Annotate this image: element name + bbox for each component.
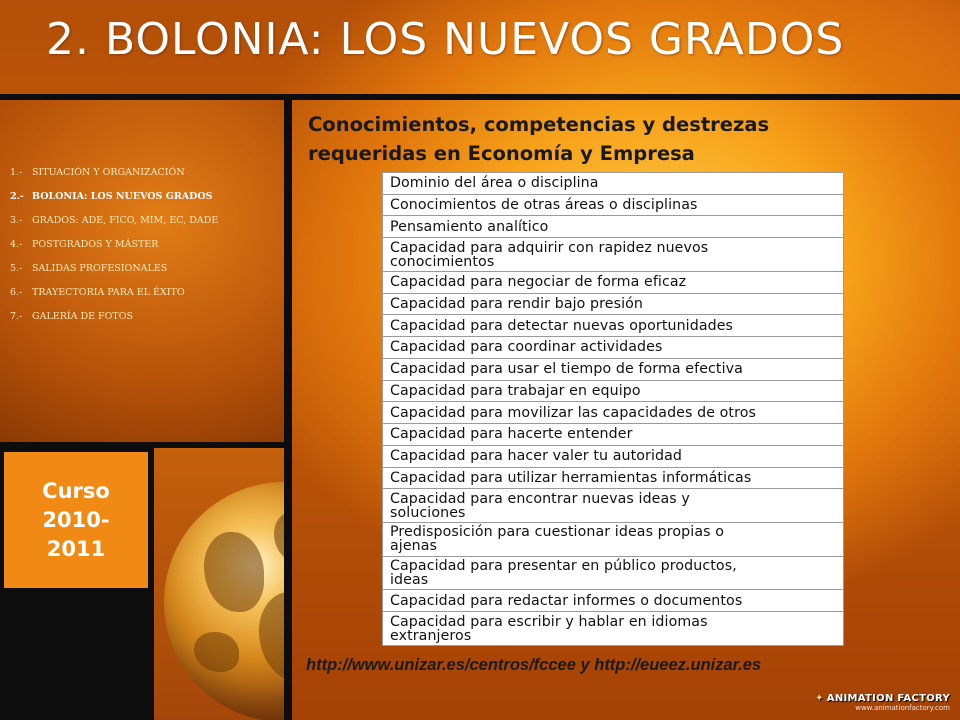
course-line-1: Curso — [42, 478, 110, 503]
nav-item-number: 5.- — [10, 263, 23, 274]
skill-text: Capacidad para hacer valer tu autoridad — [390, 448, 683, 465]
table-row — [383, 424, 844, 446]
skill-text: ajenas — [390, 538, 438, 555]
content-heading — [308, 110, 868, 168]
link-fccee[interactable]: http://www.unizar.es/centros/fccee — [306, 656, 576, 674]
nav-item-number: 2.- — [10, 191, 24, 202]
skill-text: Predisposición para cuestionar ideas propias o — [390, 524, 725, 541]
animation-factory-logo — [814, 693, 950, 712]
bottom-left-frame — [0, 594, 152, 720]
link-separator: y — [575, 656, 595, 674]
table-row — [383, 522, 844, 556]
skill-cell — [383, 380, 844, 402]
globe-image — [164, 482, 284, 720]
table-row — [383, 402, 844, 424]
table-row — [383, 216, 844, 238]
nav-item-5[interactable] — [10, 260, 218, 284]
nav-item-1[interactable] — [10, 164, 218, 188]
skill-cell — [383, 522, 844, 556]
skill-text: Capacidad para presentar en público productos, — [390, 558, 737, 574]
skill-text: conocimientos — [390, 253, 495, 270]
skill-cell — [383, 467, 844, 489]
skill-text: Capacidad para utilizar herramientas informáticas — [390, 469, 752, 486]
skill-cell — [383, 590, 844, 612]
nav-item-label: GALERÍA DE FOTOS — [32, 311, 134, 322]
skill-text: Capacidad para escribir y hablar en idiomas — [390, 613, 708, 630]
table-row — [383, 556, 844, 590]
table-row — [383, 489, 844, 523]
skill-text: soluciones — [390, 504, 466, 521]
skill-text: ideas — [390, 572, 429, 588]
nav-list — [10, 164, 218, 332]
nav-item-label: TRAYECTORIA PARA EL ÉXITO — [32, 287, 185, 298]
nav-item-label: BOLONIA: LOS NUEVOS GRADOS — [32, 191, 213, 202]
skill-cell — [383, 315, 844, 337]
nav-item-6[interactable] — [10, 284, 218, 308]
nav-item-label: SALIDAS PROFESIONALES — [32, 263, 168, 274]
skill-text: Dominio del área o disciplina — [390, 175, 599, 192]
nav-panel — [0, 100, 290, 448]
skill-text: Capacidad para rendir bajo presión — [390, 296, 644, 312]
skill-cell — [383, 424, 844, 446]
course-box — [4, 452, 148, 588]
nav-item-7[interactable] — [10, 308, 218, 332]
skill-cell — [383, 612, 844, 646]
skill-cell — [383, 194, 844, 216]
skill-cell — [383, 556, 844, 590]
skill-text: Conocimientos de otras áreas o disciplinas — [390, 197, 698, 214]
skill-text: Capacidad para encontrar nuevas ideas y — [390, 490, 690, 507]
skill-text: Capacidad para redactar informes o documentos — [390, 592, 743, 609]
skill-text: Capacidad para negociar de forma eficaz — [390, 274, 687, 291]
link-eueez[interactable]: http://eueez.unizar.es — [594, 656, 762, 674]
skill-text: Pensamiento analítico — [390, 218, 549, 235]
nav-item-number: 4.- — [10, 239, 23, 250]
nav-item-label: POSTGRADOS Y MÁSTER — [32, 239, 159, 250]
skill-cell — [383, 271, 844, 293]
vertical-divider — [284, 94, 292, 720]
skill-text: Capacidad para trabajar en equipo — [390, 382, 641, 399]
nav-item-number: 1.- — [10, 167, 23, 178]
nav-item-2[interactable] — [10, 188, 218, 212]
nav-item-3[interactable] — [10, 212, 218, 236]
nav-item-number: 7.- — [10, 311, 23, 322]
skill-text: Capacidad para detectar nuevas oportunidades — [390, 317, 734, 334]
nav-item-label: SITUACIÓN Y ORGANIZACIÓN — [32, 167, 185, 178]
table-row — [383, 337, 844, 359]
skill-cell — [383, 216, 844, 238]
table-row — [383, 194, 844, 216]
skill-cell — [383, 358, 844, 380]
skill-text: Capacidad para movilizar las capacidades de otros — [390, 404, 756, 421]
nav-item-4[interactable] — [10, 236, 218, 260]
skills-table — [382, 172, 844, 646]
nav-item-number: 3.- — [10, 215, 23, 226]
nav-item-number: 6.- — [10, 287, 23, 298]
table-row — [383, 315, 844, 337]
course-line-3: 2011 — [46, 536, 106, 561]
skill-cell — [383, 489, 844, 523]
skill-cell — [383, 445, 844, 467]
table-row — [383, 238, 844, 272]
slide-title: 2. BOLONIA: LOS NUEVOS GRADOS — [46, 14, 845, 65]
skill-text: Capacidad para usar el tiempo de forma efectiva — [390, 361, 743, 378]
logo-sub-text: www.animationfactory.com — [855, 704, 950, 712]
heading-line-1: Conocimientos, competencias y destrezas — [308, 113, 770, 136]
course-line-2: 2010- — [42, 507, 110, 532]
nav-item-label: GRADOS: ADE, FICO, MIM, EC, DADE — [32, 215, 219, 226]
skill-text: Capacidad para adquirir con rapidez nuevos — [390, 239, 709, 256]
globe-area — [154, 448, 284, 720]
skill-cell — [383, 238, 844, 272]
links-line — [306, 656, 761, 675]
table-row — [383, 590, 844, 612]
skill-cell — [383, 337, 844, 359]
table-row — [383, 358, 844, 380]
table-row — [383, 380, 844, 402]
table-row — [383, 173, 844, 195]
skill-cell — [383, 173, 844, 195]
star-icon: ✦ — [815, 693, 824, 704]
skill-text: Capacidad para hacerte entender — [390, 426, 633, 443]
table-row — [383, 612, 844, 646]
table-row — [383, 293, 844, 315]
skill-text: Capacidad para coordinar actividades — [390, 339, 663, 356]
table-row — [383, 271, 844, 293]
logo-main-text: ANIMATION FACTORY — [826, 693, 950, 704]
table-row — [383, 445, 844, 467]
skill-text: extranjeros — [390, 627, 472, 644]
heading-line-2: requeridas en Economía y Empresa — [308, 142, 695, 165]
skill-cell — [383, 293, 844, 315]
table-row — [383, 467, 844, 489]
skill-cell — [383, 402, 844, 424]
